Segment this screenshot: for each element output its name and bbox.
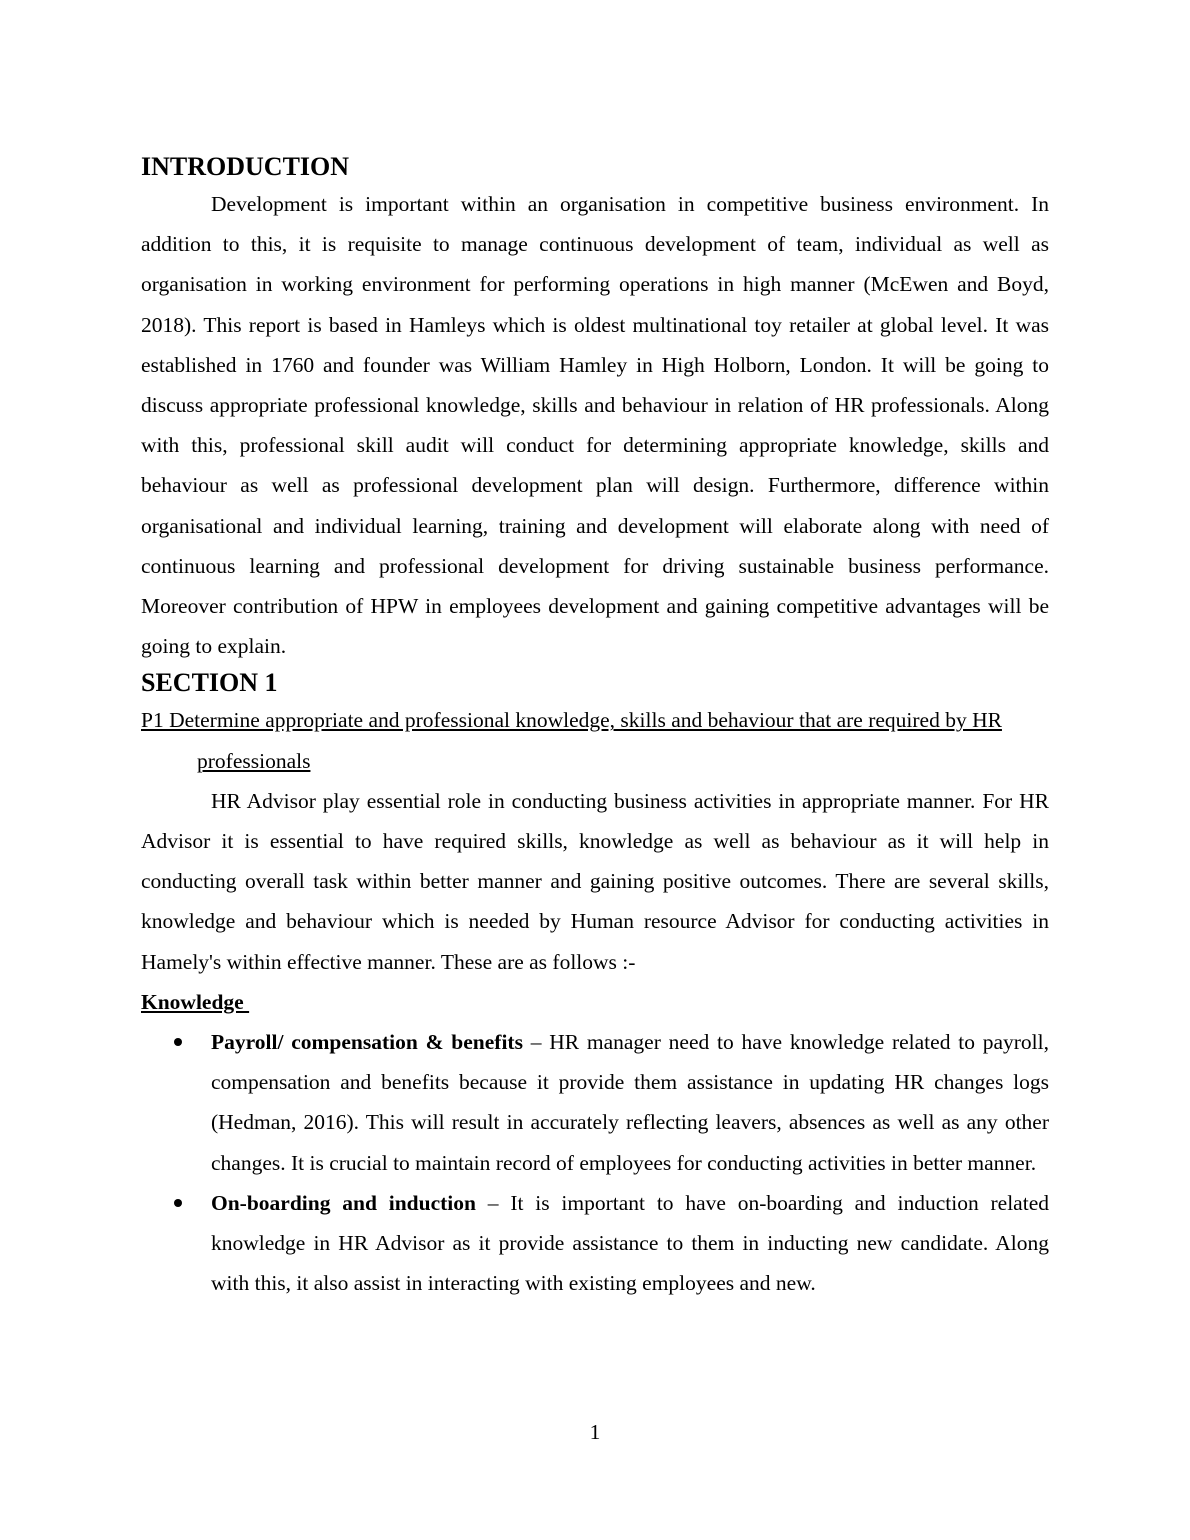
knowledge-bullet-list xyxy=(141,1022,1049,1303)
intro-heading: INTRODUCTION xyxy=(141,152,350,181)
bullet-text: – It is important to have on-boarding and induction related knowledge in HR Advisor as it provide assistance to them in inducting new candidate. Along with this, it also assist in interacting with existing employees and new. xyxy=(211,1190,1049,1296)
document-page xyxy=(141,150,1049,1303)
section-1-paragraph: HR Advisor play essential role in conducting business activities in appropriate manner. For HR Advisor it is essential to have required skills, knowledge as well as behaviour as it will help in conducting overall task within better manner and gaining positive outcomes. There are several skills, knowledge and behaviour which is needed by Human resource Advisor for conducting activities in Hamely's within effective manner. These are as follows :- xyxy=(141,788,1049,974)
intro-paragraph: Development is important within an organisation in competitive business environment. In addition to this, it is requisite to manage continuous development of team, individual as well as organisation in working environment for performing operations in high manner (McEwen and Boyd, 2018). This report is based in Hamleys which is oldest multinational toy retailer at global level. It was established in 1760 and founder was William Hamley in High Holborn, London. It will be going to discuss appropriate professional knowledge, skills and behaviour in relation of HR professionals. Along with this, professional skill audit will conduct for determining appropriate knowledge, skills and behaviour as well as professional development plan will design. Furthermore, difference within organisational and individual learning, training and development will elaborate along with need of continuous learning and professional development for driving sustainable business performance. Moreover contribution of HPW in employees development and gaining competitive advantages will be going to explain. xyxy=(141,192,1049,659)
bullet-item-onboarding xyxy=(141,1183,1049,1304)
bullet-icon xyxy=(174,1199,182,1207)
knowledge-heading: Knowledge xyxy=(141,989,250,1014)
bullet-term: On-boarding and induction xyxy=(211,1190,476,1215)
bullet-term: Payroll/ compensation & benefits xyxy=(211,1030,523,1055)
p1-heading: P1 Determine appropriate and professional knowledge, skills and behaviour that are required by HR professionals xyxy=(141,708,1002,773)
bullet-item-payroll xyxy=(141,1022,1049,1183)
page-number: 1 xyxy=(589,1420,601,1444)
section-1-heading: SECTION 1 xyxy=(141,668,278,698)
bullet-icon xyxy=(174,1038,182,1046)
bullet-text: – HR manager need to have knowledge related to payroll, compensation and benefits because it provide them assistance in updating HR changes logs (Hedman, 2016). This will result in accurately reflecting leavers, absences as well as any other changes. It is crucial to maintain record of employees for conducting activities in better manner. xyxy=(211,1030,1049,1175)
